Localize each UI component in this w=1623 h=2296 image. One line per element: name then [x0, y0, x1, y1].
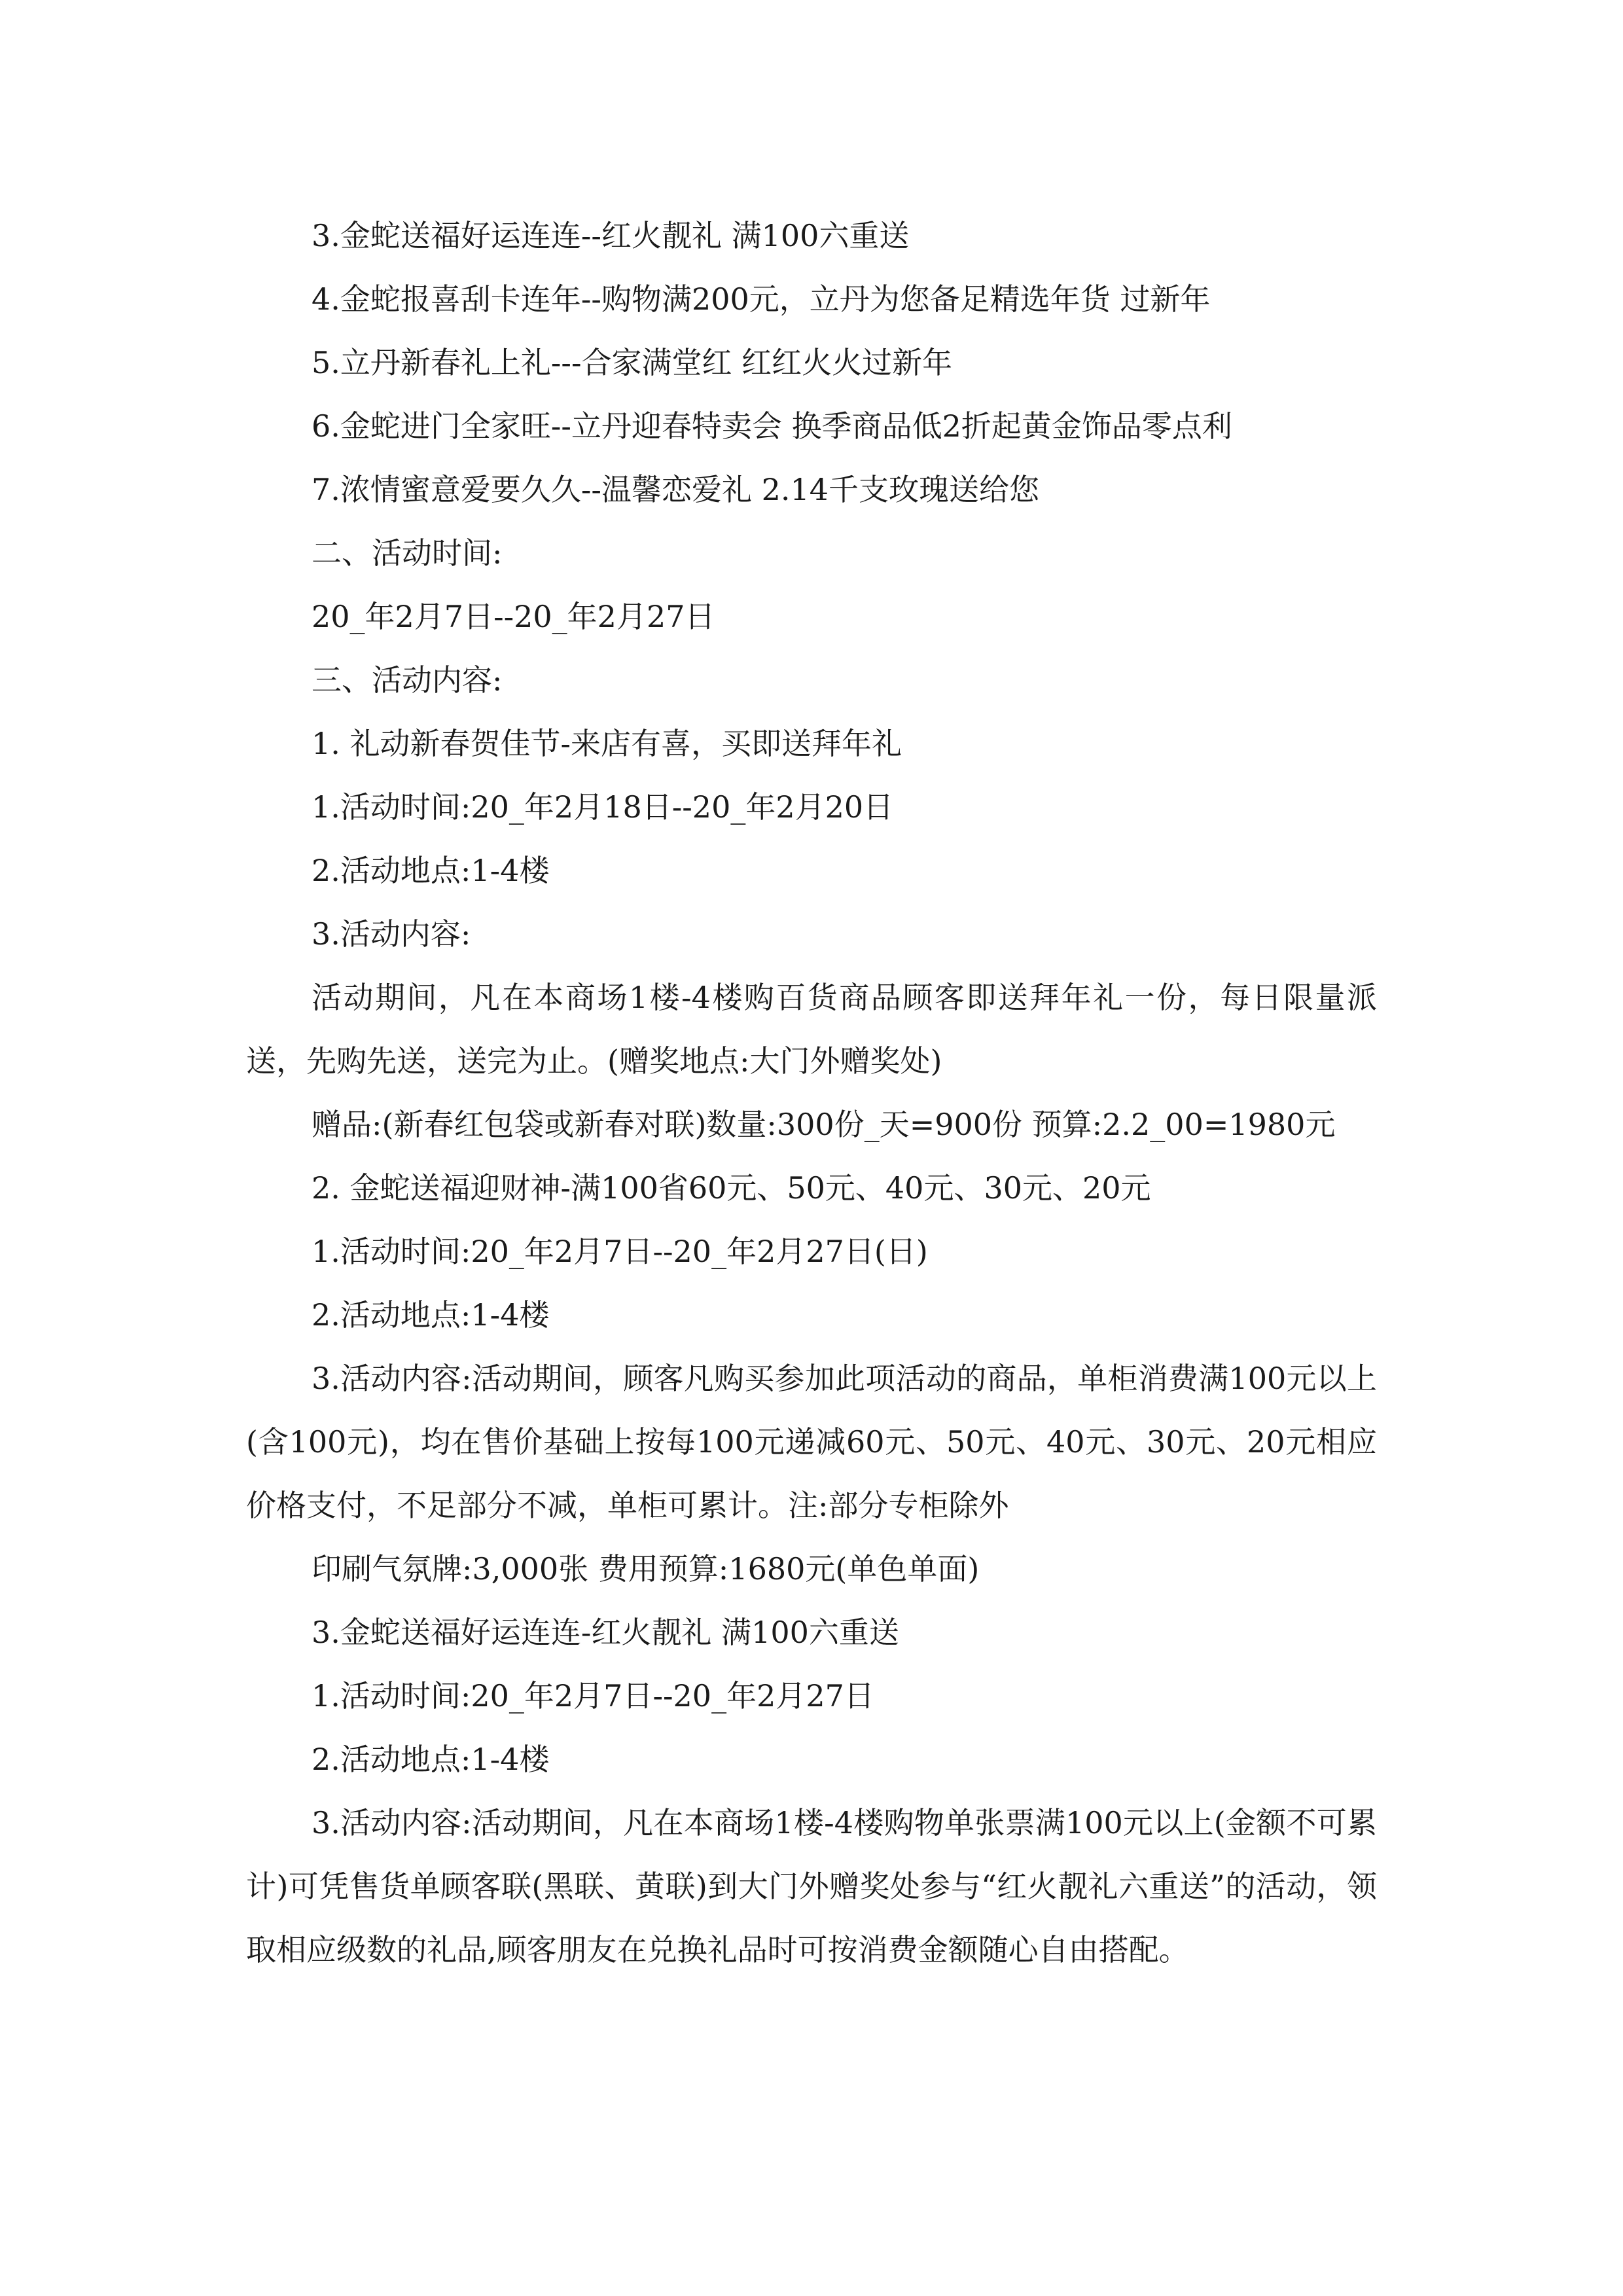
subsection-heading: 3.金蛇送福好运连连-红火靓礼 满100六重送	[312, 1615, 899, 1650]
paragraph: 活动期间，凡在本商场1楼-4楼购百货商品顾客即送拜年礼一份，每日限量派送，先购先送，送完为止。(赠奖地点:大门外赠奖处)	[246, 980, 1377, 1079]
text-line: 4.金蛇报喜刮卡连年--购物满200元，立丹为您备足精选年货 过新年	[312, 281, 1211, 317]
text-line: 1.活动时间:20_年2月18日--20_年2月20日	[312, 789, 894, 825]
text-line: 6.金蛇进门全家旺--立丹迎春特卖会 换季商品低2折起黄金饰品零点利	[312, 408, 1232, 444]
text-line: 3.金蛇送福好运连连--红火靓礼 满100六重送	[312, 218, 910, 253]
document-body	[246, 204, 1377, 1982]
section-heading: 二、活动时间:	[312, 535, 503, 571]
text-line: 1.活动时间:20_年2月7日--20_年2月27日(日)	[312, 1234, 928, 1269]
text-line: 2.活动地点:1-4楼	[312, 1297, 550, 1333]
text-line: 1.活动时间:20_年2月7日--20_年2月27日	[312, 1678, 874, 1713]
text-line: 20_年2月7日--20_年2月27日	[312, 599, 715, 634]
section-heading: 三、活动内容:	[312, 662, 503, 698]
text-line: 7.浓情蜜意爱要久久--温馨恋爱礼 2.14千支玫瑰送给您	[312, 472, 1040, 507]
text-line: 赠品:(新春红包袋或新春对联)数量:300份_天=900份 预算:2.2_00=1980元	[312, 1107, 1336, 1142]
text-line: 2.活动地点:1-4楼	[312, 1742, 550, 1777]
paragraph: 3.活动内容:活动期间，凡在本商场1楼-4楼购物单张票满100元以上(金额不可累计)可凭售货单顾客联(黑联、黄联)到大门外赠奖处参与“红火靓礼六重送”的活动，领取相应级数的礼品,顾客朋友在兑换礼品时可按消费金额随心自由搭配。	[246, 1805, 1377, 1967]
subsection-heading: 1. 礼动新春贺佳节-来店有喜，买即送拜年礼	[312, 726, 902, 761]
paragraph: 3.活动内容:活动期间，顾客凡购买参加此项活动的商品，单柜消费满100元以上(含100元)，均在售价基础上按每100元递减60元、50元、40元、30元、20元相应价格支付，不足部分不减，单柜可累计。注:部分专柜除外	[246, 1361, 1377, 1523]
text-line: 3.活动内容:	[312, 916, 471, 952]
text-line: 印刷气氛牌:3,000张 费用预算:1680元(单色单面)	[312, 1551, 980, 1587]
text-line: 5.立丹新春礼上礼---合家满堂红 红红火火过新年	[312, 345, 953, 380]
text-line: 2.活动地点:1-4楼	[312, 853, 550, 888]
subsection-heading: 2. 金蛇送福迎财神-满100省60元、50元、40元、30元、20元	[312, 1170, 1151, 1206]
